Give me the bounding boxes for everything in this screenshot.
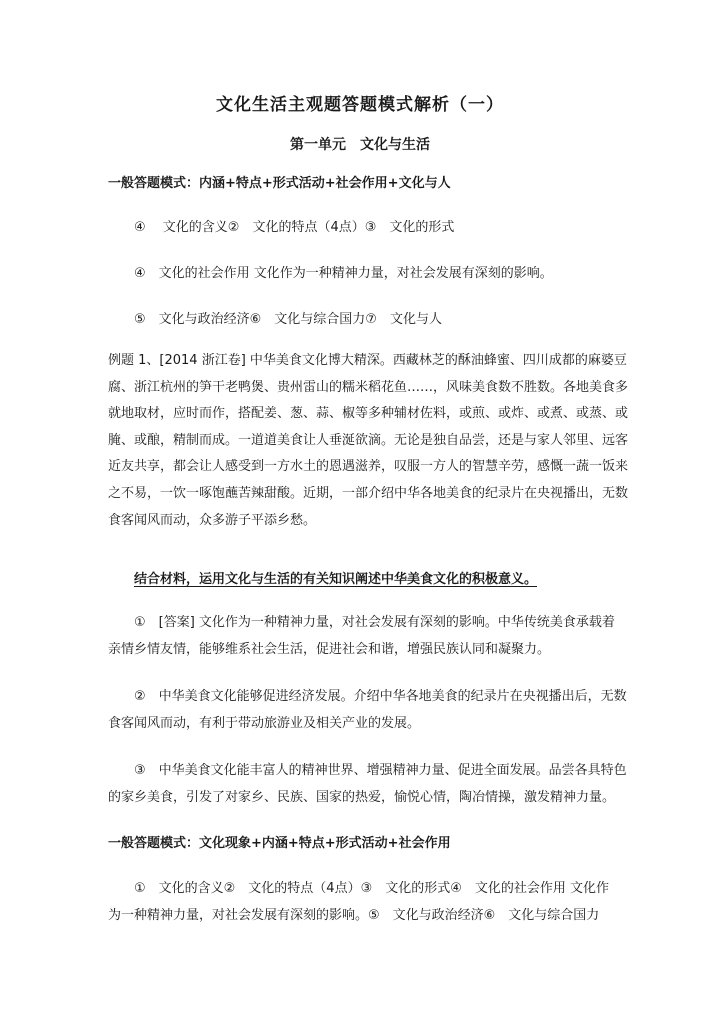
answer-line: ① [答案] 文化作为一种精神力量，对社会发展有深刻的影响。中华传统美食承载着 bbox=[134, 615, 615, 630]
unit-heading: 第一单元 文化与生活 bbox=[290, 137, 430, 153]
section2-paragraph bbox=[108, 876, 636, 929]
example-line: 之不易，一饮一啄饱蘸苦辣甜酸。近期，一部介绍中华各地美食的纪录片在央视播出，无数 bbox=[108, 485, 629, 501]
answer-line: 亲情乡情友情，能够维系社会生活，促进社会和谐，增强民族认同和凝聚力。 bbox=[108, 641, 551, 657]
example-line: 就地取材，应时而作，搭配姜、葱、蒜、椒等多种辅材佐料，或煎、或炸、或煮、或蒸、或 bbox=[108, 406, 629, 422]
answer-line: 食客闻风而动，有利于带动旅游业及相关产业的发展。 bbox=[108, 715, 421, 731]
answer-line: 的家乡美食，引发了对家乡、民族、国家的热爱，愉悦心情，陶冶情操，激发精神力量。 bbox=[108, 789, 616, 805]
answer-line: ② 中华美食文化能够促进经济发展。介绍中华各地美食的纪录片在央视播出后，无数 bbox=[134, 689, 627, 704]
answer-1 bbox=[108, 610, 636, 663]
example-line: 腐、浙江杭州的笋干老鸭煲、贵州雷山的糯米稻花鱼……，风味美食数不胜数。各地美食多 bbox=[108, 379, 629, 395]
section1-item: ④ 文化的社会作用 文化作为一种精神力量，对社会发展有深刻的影响。 bbox=[134, 266, 553, 281]
question-text: 结合材料，运用文化与生活的有关知识阐述中华美食文化的积极意义。 bbox=[134, 572, 538, 587]
example-line: 近友共享，都会让人感受到一方水土的恩遇滋养，叹服一方人的智慧辛劳，感慨一蔬一饭来 bbox=[108, 459, 629, 475]
section1-heading: 一般答题模式：内涵+特点+形式活动+社会作用+文化与人 bbox=[108, 176, 451, 191]
answer-3 bbox=[108, 758, 636, 811]
example-line: 食客闻风而动，众多游子平添乡愁。 bbox=[108, 512, 317, 528]
section2-heading: 一般答题模式：文化现象+内涵+特点+形式活动+社会作用 bbox=[108, 836, 451, 851]
section2-line: ① 文化的含义② 文化的特点（4点）③ 文化的形式④ 文化的社会作用 文化作 bbox=[134, 881, 610, 896]
page-title: 文化生活主观题答题模式解析（一） bbox=[216, 95, 504, 115]
answer-line: ③ 中华美食文化能丰富人的精神世界、增强精神力量、促进全面发展。品尝各具特色 bbox=[134, 763, 627, 778]
example-line: 腌、或酿，精制而成。一道道美食让人垂涎欲滴。无论是独自品尝，还是与家人邻里、远客 bbox=[108, 432, 629, 448]
section1-item: ⑤ 文化与政治经济⑥ 文化与综合国力⑦ 文化与人 bbox=[134, 312, 442, 327]
example-line: 例题 1、[2014 浙江卷] 中华美食文化博大精深。西藏林芝的酥油蜂蜜、四川成都的麻婆豆 bbox=[108, 353, 627, 368]
section1-item: ④ 文化的含义② 文化的特点（4点）③ 文化的形式 bbox=[134, 220, 455, 235]
section2-line: 为一种精神力量，对社会发展有深刻的影响。⑤ 文化与政治经济⑥ 文化与综合国力 bbox=[108, 907, 600, 923]
answer-2 bbox=[108, 684, 636, 737]
example-paragraph bbox=[108, 348, 636, 534]
